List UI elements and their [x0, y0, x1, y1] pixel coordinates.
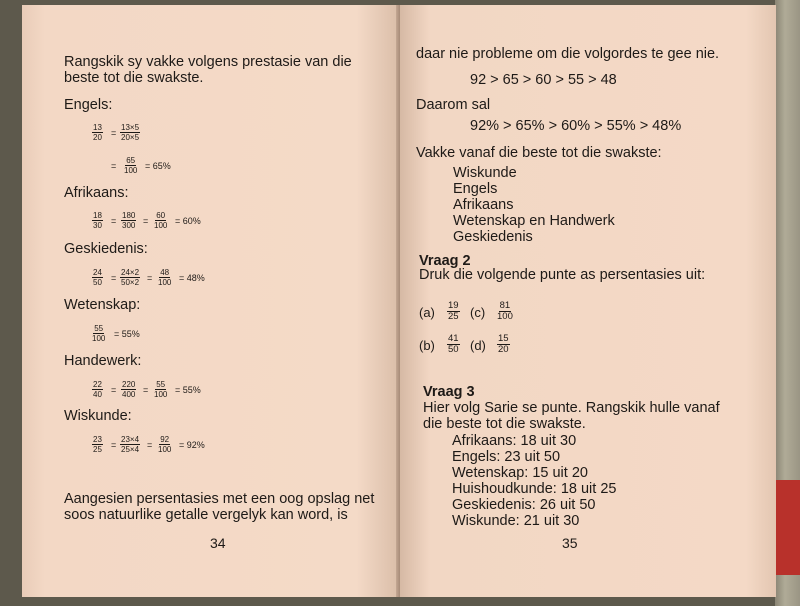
- intro-line-2: beste tot die swakste.: [64, 70, 204, 86]
- page-number-right: 35: [562, 535, 578, 551]
- wiskunde-eq-1: =: [111, 440, 117, 450]
- geskiedenis-label: Geskiedenis:: [64, 241, 148, 257]
- wetenskap-frac-1: $\frac{55}{100}$: [92, 324, 106, 343]
- page-number-left: 34: [210, 535, 226, 551]
- order-numbers: 92 > 65 > 60 > 55 > 48: [470, 72, 617, 88]
- wiskunde-label: Wiskunde:: [64, 408, 132, 424]
- afrikaans-frac-1: $\frac{18}{30}$: [93, 211, 102, 230]
- engels-eq-1: =: [111, 128, 117, 138]
- left-page: [22, 5, 402, 597]
- wetenskap-label: Wetenskap:: [64, 297, 141, 313]
- closing-line-1: Aangesien persentasies met een oog opslag net: [64, 491, 375, 507]
- afrikaans-label: Afrikaans:: [64, 185, 129, 201]
- afrikaans-frac-2: $\frac{180}{300}$: [122, 211, 136, 230]
- wiskunde-frac-2: $\frac{23\times 4}{25\times 4}$: [121, 435, 140, 454]
- handewerk-result: = 55%: [175, 385, 201, 395]
- ranking-item: Wetenskap en Handwerk: [453, 213, 615, 229]
- option-a-fraction: $\frac{19}{25}$: [448, 300, 459, 322]
- ranking-item: Wiskunde: [453, 165, 517, 181]
- option-d-label: (d): [470, 338, 486, 353]
- option-a-label: (a): [419, 305, 435, 320]
- vakke-intro: Vakke vanaf die beste tot die swakste:: [416, 145, 662, 161]
- mark-item: Geskiedenis: 26 uit 50: [452, 497, 596, 513]
- handewerk-label: Handewerk:: [64, 353, 142, 369]
- afrikaans-frac-3: $\frac{60}{100}$: [154, 211, 168, 230]
- geskiedenis-eq-2: =: [147, 273, 153, 283]
- mark-item: Afrikaans: 18 uit 30: [452, 433, 577, 449]
- mark-item: Wetenskap: 15 uit 20: [452, 465, 588, 481]
- wiskunde-frac-3: $\frac{92}{100}$: [158, 435, 172, 454]
- mark-item: Wiskunde: 21 uit 30: [452, 513, 580, 529]
- vraag-3-text-1: Hier volg Sarie se punte. Rangskik hulle vanaf: [423, 400, 720, 416]
- geskiedenis-frac-1: $\frac{24}{50}$: [93, 268, 102, 287]
- geskiedenis-frac-3: $\frac{48}{100}$: [158, 268, 172, 287]
- handewerk-frac-1: $\frac{22}{40}$: [93, 380, 102, 399]
- afrikaans-eq-1: =: [111, 216, 117, 226]
- geskiedenis-eq-1: =: [111, 273, 117, 283]
- engels-frac-3: $\frac{65}{100}$: [124, 156, 138, 175]
- wiskunde-result: = 92%: [179, 440, 205, 450]
- wetenskap-result: = 55%: [114, 329, 140, 339]
- vraag-2-text: Druk die volgende punte as persentasies uit:: [419, 267, 706, 283]
- vraag-2-title: Vraag 2: [419, 253, 471, 269]
- red-bookmark-band: [776, 480, 800, 575]
- ranking-item: Geskiedenis: [453, 229, 533, 245]
- option-b-fraction: $\frac{41}{50}$: [448, 333, 459, 355]
- geskiedenis-result: = 48%: [179, 273, 205, 283]
- geskiedenis-frac-2: $\frac{24\times 2}{50\times 2}$: [121, 268, 140, 287]
- mark-item: Engels: 23 uit 50: [452, 449, 561, 465]
- wiskunde-eq-2: =: [147, 440, 153, 450]
- vraag-3-title: Vraag 3: [423, 384, 475, 400]
- ranking-item: Engels: [453, 181, 498, 197]
- order-percentages: 92% > 65% > 60% > 55% > 48%: [470, 118, 682, 134]
- handewerk-eq-1: =: [111, 385, 117, 395]
- engels-label: Engels:: [64, 97, 113, 113]
- mark-item: Huishoudkunde: 18 uit 25: [452, 481, 617, 497]
- option-d-fraction: $\frac{15}{20}$: [498, 333, 509, 355]
- engels-eq-2: =: [111, 161, 117, 171]
- right-page: [400, 5, 776, 597]
- afrikaans-eq-2: =: [143, 216, 149, 226]
- handewerk-frac-2: $\frac{220}{400}$: [122, 380, 136, 399]
- intro-line-1: Rangskik sy vakke volgens prestasie van die: [64, 54, 352, 70]
- continuation-line: daar nie probleme om die volgordes te gee nie.: [416, 46, 720, 62]
- wiskunde-frac-1: $\frac{23}{25}$: [93, 435, 102, 454]
- option-b-label: (b): [419, 338, 435, 353]
- engels-frac-1: $\frac{13}{20}$: [93, 123, 102, 142]
- engels-result: = 65%: [145, 161, 171, 171]
- daarom-sal: Daarom sal: [416, 97, 491, 113]
- handewerk-eq-2: =: [143, 385, 149, 395]
- handewerk-frac-3: $\frac{55}{100}$: [154, 380, 168, 399]
- option-c-fraction: $\frac{81}{100}$: [497, 300, 513, 322]
- afrikaans-result: = 60%: [175, 216, 201, 226]
- engels-frac-2: $\frac{13\times 5}{20\times 5}$: [121, 123, 140, 142]
- option-c-label: (c): [470, 305, 486, 320]
- ranking-item: Afrikaans: [453, 197, 514, 213]
- closing-line-2: soos natuurlike getalle vergelyk kan word, is: [64, 507, 348, 523]
- vraag-3-text-2: die beste tot die swakste.: [423, 416, 586, 432]
